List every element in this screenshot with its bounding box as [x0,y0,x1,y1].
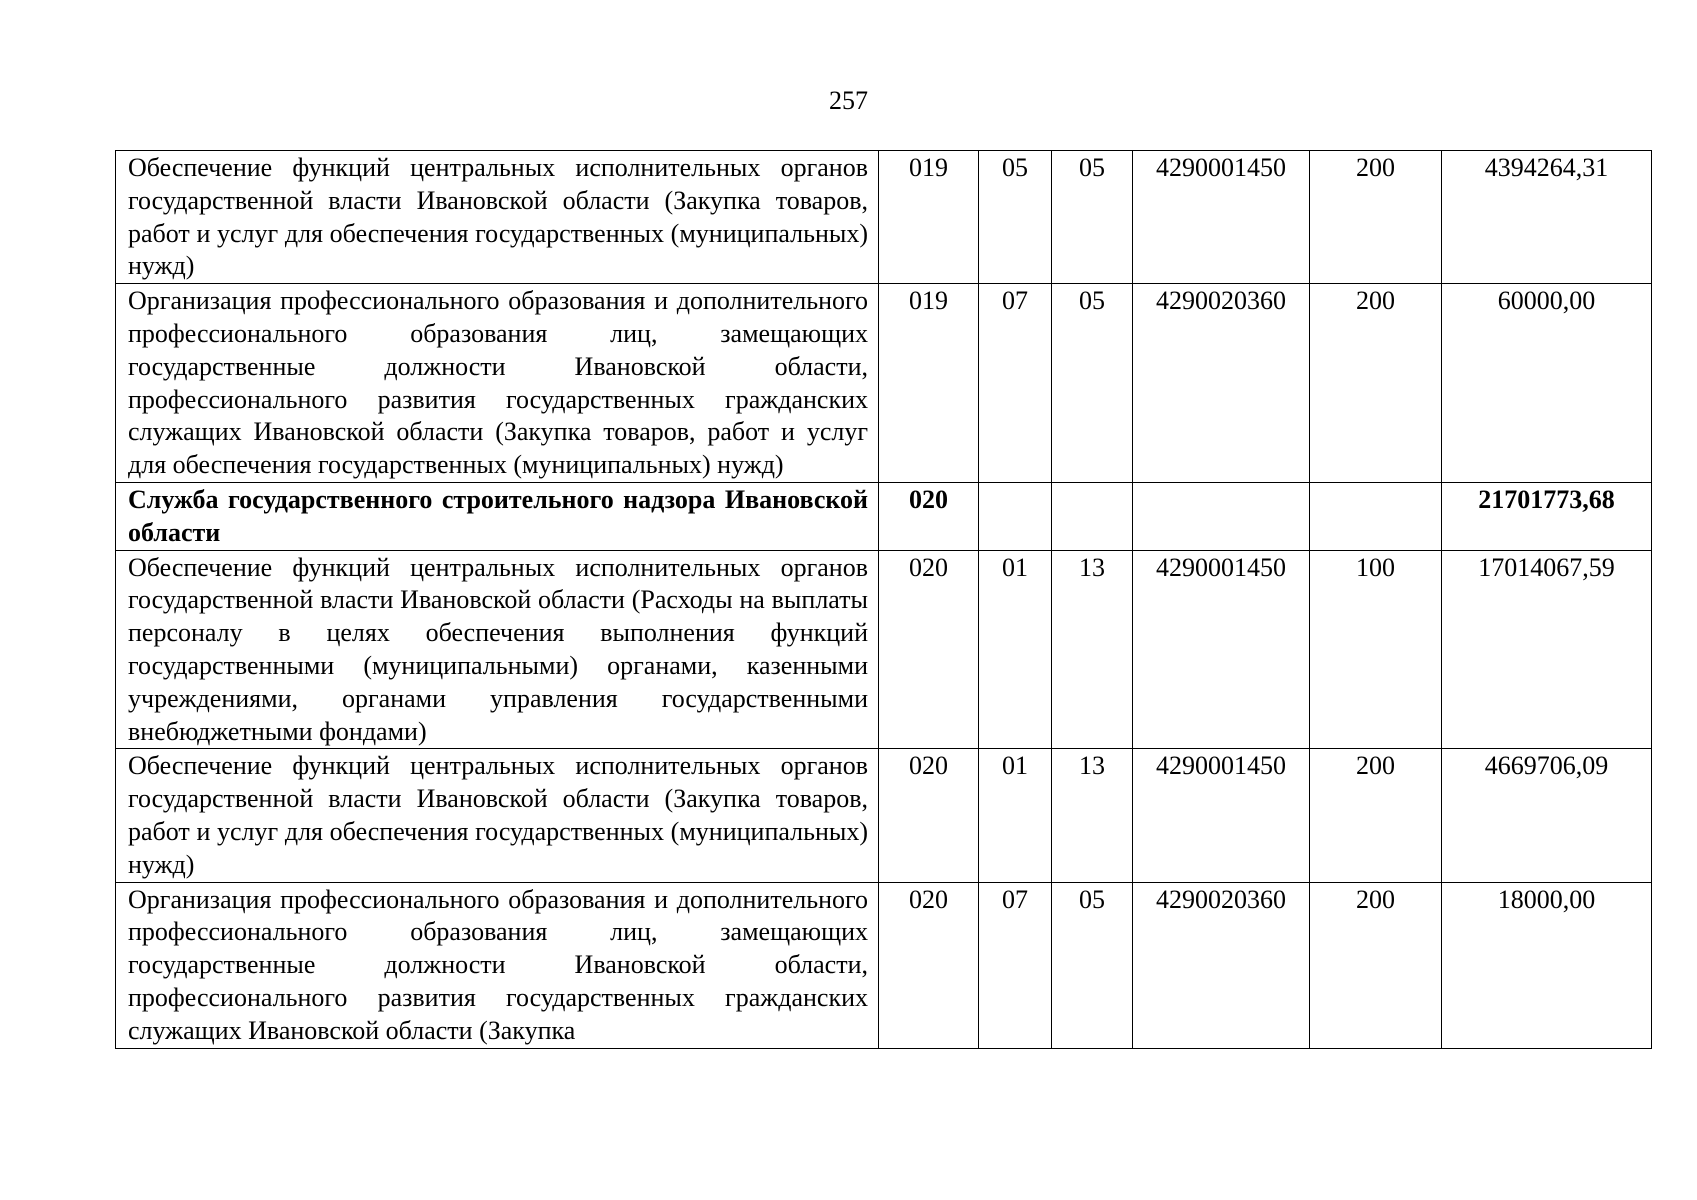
row-description: Обеспечение функций центральных исполнительных органов государственной власти Ивановской области (Закупка товаров, работ и услуг для обеспечения государственных (муниципальных) нужд) [116,749,879,882]
section-code: 07 [979,284,1052,483]
ministry-code: 019 [879,151,979,284]
ministry-code: 020 [879,482,979,550]
amount-value: 60000,00 [1442,284,1652,483]
table-row [116,284,1652,483]
section-code: 05 [979,151,1052,284]
row-description: Организация профессионального образования и дополнительного профессионального образования лиц, замещающих государственные должности Ивановской области, профессионального развития государственных гражданских служащих Ивановской области (Закупка [116,882,879,1048]
row-description: Служба государственного строительного надзора Ивановской области [116,482,879,550]
ministry-code: 020 [879,749,979,882]
amount-value: 4394264,31 [1442,151,1652,284]
section-code: 07 [979,882,1052,1048]
subsection-code [1052,482,1133,550]
amount-value: 4669706,09 [1442,749,1652,882]
table-row [116,482,1652,550]
table-row [116,151,1652,284]
target-article-code: 4290020360 [1133,882,1310,1048]
row-description: Организация профессионального образования и дополнительного профессионального образования лиц, замещающих государственные должности Ивановской области, профессионального развития государственных гражданских служащих Ивановской области (Закупка товаров, работ и услуг для обеспечения государственных (муниципальных) нужд) [116,284,879,483]
target-article-code: 4290020360 [1133,284,1310,483]
page-number: 257 [829,86,868,115]
section-code: 01 [979,749,1052,882]
ministry-code: 020 [879,882,979,1048]
target-article-code: 4290001450 [1133,550,1310,749]
ministry-code: 019 [879,284,979,483]
ministry-code: 020 [879,550,979,749]
expense-type-code: 200 [1310,749,1442,882]
expense-type-code [1310,482,1442,550]
row-description: Обеспечение функций центральных исполнительных органов государственной власти Ивановской области (Расходы на выплаты персоналу в целях обеспечения выполнения функций государственными (муниципальными) органами, казенными учреждениями, органами управления государственными внебюджетными фондами) [116,550,879,749]
row-description: Обеспечение функций центральных исполнительных органов государственной власти Ивановской области (Закупка товаров, работ и услуг для обеспечения государственных (муниципальных) нужд) [116,151,879,284]
amount-value: 17014067,59 [1442,550,1652,749]
target-article-code: 4290001450 [1133,151,1310,284]
section-code [979,482,1052,550]
amount-value: 21701773,68 [1442,482,1652,550]
budget-table-body [116,151,1652,1049]
target-article-code: 4290001450 [1133,749,1310,882]
target-article-code [1133,482,1310,550]
subsection-code: 13 [1052,749,1133,882]
expense-type-code: 200 [1310,151,1442,284]
amount-value: 18000,00 [1442,882,1652,1048]
subsection-code: 05 [1052,151,1133,284]
table-row [116,749,1652,882]
expense-type-code: 200 [1310,284,1442,483]
expense-type-code: 100 [1310,550,1442,749]
table-row [116,882,1652,1048]
table-row [116,550,1652,749]
budget-table [115,150,1652,1049]
subsection-code: 13 [1052,550,1133,749]
expense-type-code: 200 [1310,882,1442,1048]
section-code: 01 [979,550,1052,749]
subsection-code: 05 [1052,882,1133,1048]
subsection-code: 05 [1052,284,1133,483]
